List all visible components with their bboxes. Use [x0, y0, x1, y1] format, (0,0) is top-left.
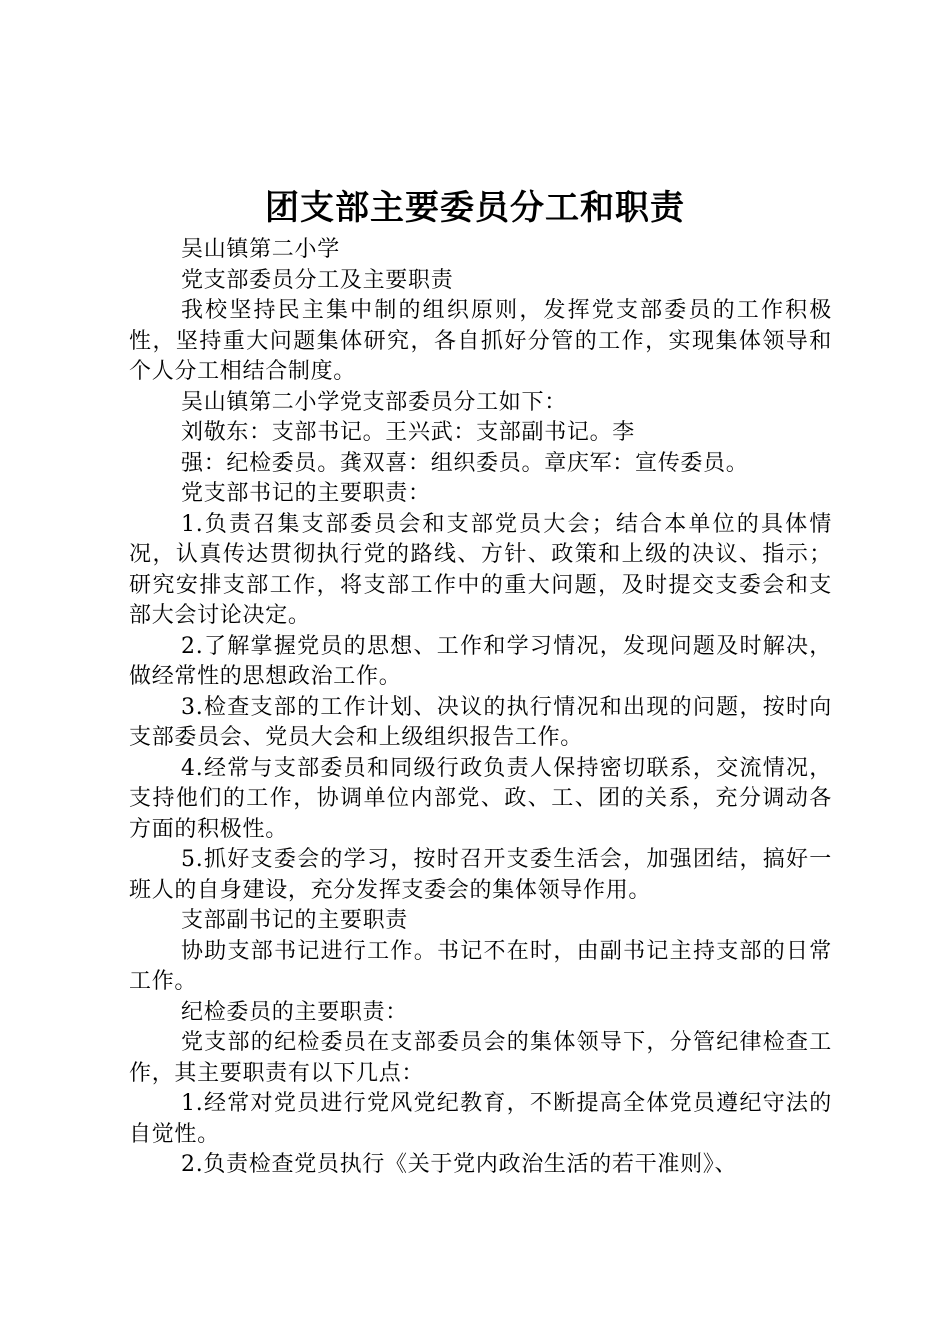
secretary-duty-2: 2.了解掌握党员的思想、工作和学习情况，发现问题及时解决，做经常性的思想政治工作。: [129, 633, 832, 689]
deputy-duty-text: 协助支部书记进行工作。书记不在时，由副书记主持支部的日常工作。: [129, 938, 832, 994]
secretary-duty-4: 4.经常与支部委员和同级行政负责人保持密切联系，交流情况，支持他们的工作，协调单位内部党、政、工、团的关系，充分调动各方面的积极性。: [129, 755, 832, 842]
intro-paragraph: 我校坚持民主集中制的组织原则，发挥党支部委员的工作积极性，坚持重大问题集体研究，各自抓好分管的工作，实现集体领导和个人分工相结合制度。: [129, 298, 832, 384]
secretary-duty-1: 1.负责召集支部委员会和支部党员大会；结合本单位的具体情况，认真传达贯彻执行党的路线、方针、政策和上级的决议、指示；研究安排支部工作，将支部工作中的重大问题，及时提交支委会和支部大会讨论决定。: [129, 511, 832, 628]
division-heading: 吴山镇第二小学党支部委员分工如下：: [181, 389, 567, 415]
discipline-duty-2: 2.负责检查党员执行《关于党内政治生活的若干准则》、: [181, 1152, 738, 1177]
deputy-duties-heading: 支部副书记的主要职责: [181, 908, 409, 933]
discipline-duties-heading: 纪检委员的主要职责：: [181, 999, 409, 1025]
discipline-intro: 党支部的纪检委员在支部委员会的集体领导下，分管纪律检查工作，其主要职责有以下几点：: [129, 1030, 832, 1086]
secretary-duties-heading: 党支部书记的主要职责：: [181, 481, 431, 506]
school-name-line: 吴山镇第二小学: [181, 237, 340, 262]
document-body: [129, 235, 832, 1181]
secretary-duty-5: 5.抓好支委会的学习，按时召开支委生活会，加强团结，搞好一班人的自身建设，充分发挥支委会的集体领导作用。: [129, 847, 832, 903]
division-line-2: 强：纪检委员。龚双喜：组织委员。章庆军：宣传委员。: [181, 450, 749, 476]
section-heading: 党支部委员分工及主要职责: [181, 267, 454, 293]
document-title: 团支部主要委员分工和职责: [265, 188, 685, 228]
discipline-duty-1: 1.经常对党员进行党风党纪教育，不断提高全体党员遵纪守法的自觉性。: [129, 1091, 832, 1147]
secretary-duty-3: 3.检查支部的工作计划、决议的执行情况和出现的问题，按时向支部委员会、党员大会和上级组织报告工作。: [129, 694, 832, 750]
division-line-1: 刘敬东：支部书记。王兴武：支部副书记。李: [181, 420, 636, 445]
